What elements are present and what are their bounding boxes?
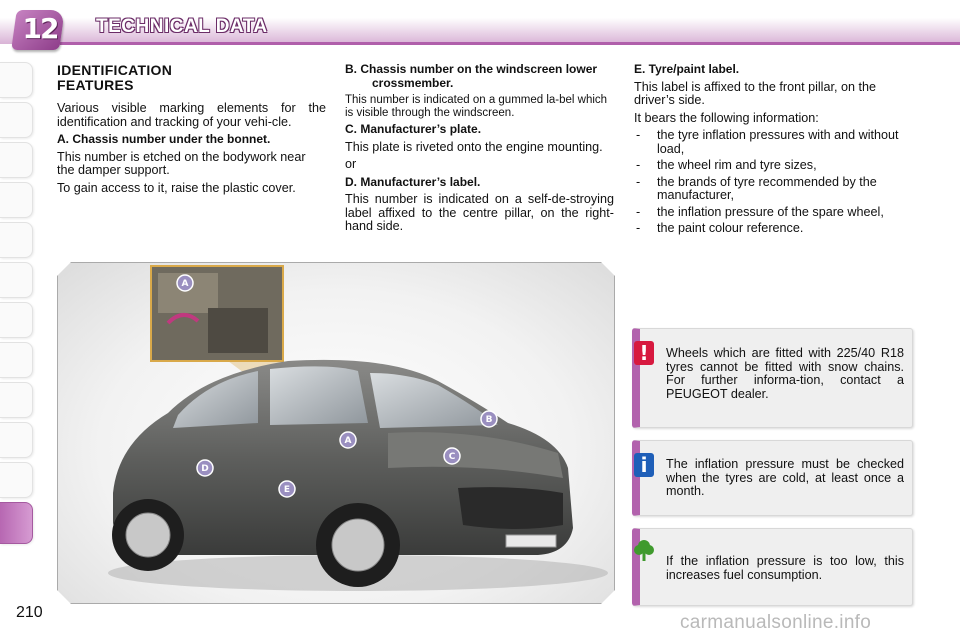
tree-icon-shape bbox=[634, 539, 654, 563]
chapter-tab[interactable] bbox=[0, 342, 33, 378]
item-c-text: This plate is riveted onto the engine mounting. bbox=[345, 139, 603, 154]
item-a-text: This number is etched on the bodywork near the damper support. bbox=[57, 149, 306, 177]
marker-b-label: B bbox=[485, 415, 493, 425]
section-heading: IDENTIFICATION FEATURES bbox=[57, 62, 173, 93]
chapter-tab[interactable] bbox=[0, 142, 33, 178]
eco-note-text: If the inflation pressure is too low, this increases fuel consumption. bbox=[666, 554, 904, 582]
front-rim bbox=[332, 519, 384, 571]
header-divider bbox=[60, 42, 960, 45]
item-c-title: C. Manufacturer’s plate. bbox=[345, 122, 482, 136]
list-item: - the paint colour reference. bbox=[634, 222, 904, 236]
chapter-tab[interactable] bbox=[0, 182, 33, 218]
chapter-tabs bbox=[0, 62, 34, 548]
column-tyre-label bbox=[634, 63, 904, 239]
item-d-text: This number is indicated on a self-de-stroying label affixed to the centre pillar, on the right-hand side. bbox=[345, 192, 614, 233]
chapter-tab[interactable] bbox=[0, 462, 33, 498]
car-illustration bbox=[57, 262, 615, 604]
list-item: - the wheel rim and tyre sizes, bbox=[634, 159, 904, 173]
marker-a-label: A bbox=[344, 436, 352, 446]
rear-rim bbox=[126, 513, 170, 557]
item-a-title: A. Chassis number under the bonnet. bbox=[57, 132, 271, 146]
or-text: or bbox=[345, 157, 357, 171]
info-note bbox=[632, 440, 913, 516]
column-identification bbox=[57, 63, 326, 199]
tree-icon bbox=[634, 539, 654, 563]
item-d-title: D. Manufacturer’s label. bbox=[345, 174, 481, 189]
chapter-tab[interactable] bbox=[0, 262, 33, 298]
item-e-title: E. Tyre/paint label. bbox=[634, 62, 740, 76]
intro-text: Various visible marking elements for the identification and tracking of your vehi-cle. bbox=[57, 101, 326, 129]
item-e-text: This label is affixed to the front pillar, on the driver’s side. bbox=[634, 79, 876, 107]
column-chassis bbox=[345, 63, 614, 238]
chapter-tab[interactable] bbox=[0, 382, 33, 418]
chapter-tab[interactable] bbox=[0, 102, 33, 138]
watermark: carmanualsonline.info bbox=[680, 612, 872, 633]
car-drawing bbox=[58, 263, 614, 603]
tyre-label-list bbox=[634, 129, 904, 236]
chapter-number: 12 bbox=[22, 12, 58, 45]
page-number: 210 bbox=[16, 604, 43, 621]
warning-note bbox=[632, 328, 913, 428]
marker-a-inset-label: A bbox=[181, 279, 189, 289]
front-grille bbox=[458, 487, 563, 529]
marker-e-label: E bbox=[283, 485, 291, 495]
chapter-tab[interactable] bbox=[0, 62, 33, 98]
warning-icon: ! bbox=[634, 341, 654, 365]
marker-d-label: D bbox=[201, 464, 209, 474]
warning-note-text: Wheels which are fitted with 225/40 R18 tyres cannot be fitted with snow chains. For further informa-tion, contact a PEUGEOT dealer. bbox=[666, 346, 904, 401]
chapter-tab[interactable] bbox=[0, 422, 33, 458]
chapter-tab[interactable] bbox=[0, 222, 33, 258]
info-note-text: The inflation pressure must be checked when the tyres are cold, at least once a month. bbox=[666, 457, 904, 498]
page-title: TECHNICAL DATA bbox=[96, 16, 268, 37]
marker-c-label: C bbox=[448, 452, 456, 462]
number-plate bbox=[506, 535, 556, 547]
list-item: - the tyre inflation pressures with and without load, bbox=[634, 129, 904, 156]
item-b-title: B. Chassis number on the windscreen lower crossmember. bbox=[345, 62, 598, 90]
chapter-tab-active[interactable] bbox=[0, 502, 33, 544]
item-b-text: This number is indicated on a gummed la-bel which is visible through the windscreen. bbox=[345, 94, 608, 119]
info-icon: i bbox=[634, 453, 654, 477]
side-window bbox=[270, 366, 368, 425]
list-item: - the brands of tyre recommended by the manufacturer, bbox=[634, 176, 904, 203]
inset-detail bbox=[208, 308, 268, 353]
item-e-intro: It bears the following information: bbox=[634, 110, 819, 125]
eco-note bbox=[632, 528, 913, 606]
item-a-access-text: To gain access to it, raise the plastic cover. bbox=[57, 180, 296, 195]
list-item: - the inflation pressure of the spare wheel, bbox=[634, 206, 904, 220]
chapter-tab[interactable] bbox=[0, 302, 33, 338]
